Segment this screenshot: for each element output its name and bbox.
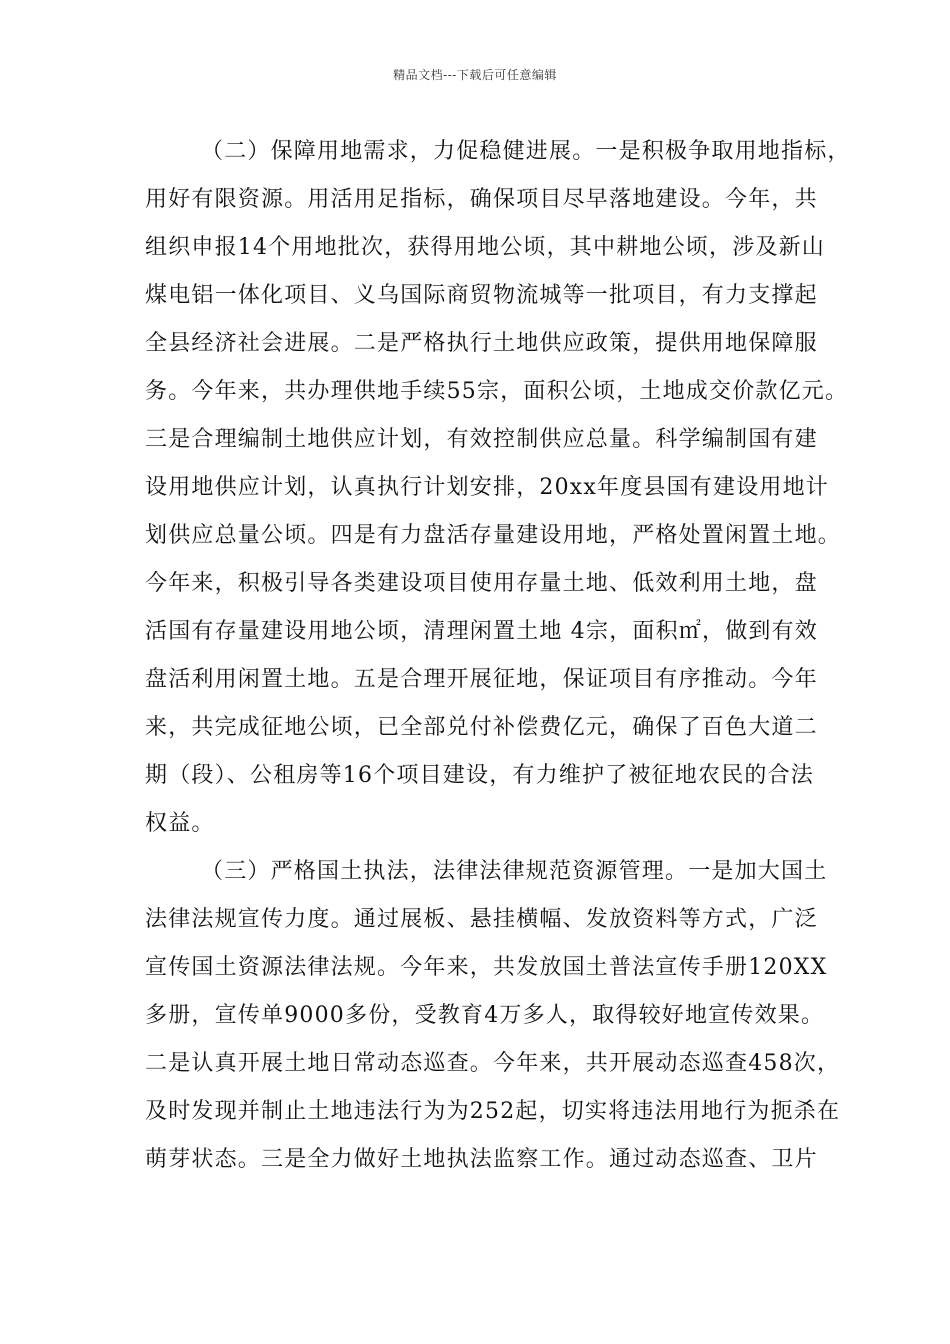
text-line: 设用地供应计划，认真执行计划安排，20xx年度县国有建设用地计 bbox=[145, 475, 830, 500]
text-line: 盘活利用闲置土地。五是合理开展征地，保证项目有序推动。今年 bbox=[145, 667, 818, 692]
paragraph-section-2 bbox=[145, 128, 851, 848]
text-line: 多册，宣传单9000多份，受教育4万多人，取得较好地宣传效果。 bbox=[145, 1003, 825, 1028]
text-line: 用好有限资源。用活用足指标，确保项目尽早落地建设。今年，共 bbox=[145, 187, 818, 212]
text-line: 全县经济社会进展。二是严格执行土地供应政策，提供用地保障服 bbox=[145, 331, 818, 356]
text-line: 法律法规宣传力度。通过展板、悬挂横幅、发放资料等方式，广泛 bbox=[145, 907, 818, 932]
text-line: 三是合理编制土地供应计划，有效控制供应总量。科学编制国有建 bbox=[145, 427, 818, 452]
text-line: 务。今年来，共办理供地手续55宗，面积公顷，土地成交价款亿元。 bbox=[145, 379, 849, 404]
text-line: 煤电铝一体化项目、义乌国际商贸物流城等一批项目，有力支撑起 bbox=[145, 283, 818, 308]
text-line: 萌芽状态。三是全力做好土地执法监察工作。通过动态巡查、卫片 bbox=[145, 1147, 818, 1172]
document-body bbox=[145, 128, 851, 1184]
text-line: 活国有存量建设用地公顷，清理闲置土地 4宗，面积㎡，做到有效 bbox=[145, 619, 818, 644]
text-line: 组织申报14个用地批次，获得用地公顷，其中耕地公顷，涉及新山 bbox=[145, 235, 825, 260]
text-line: （二）保障用地需求，力促稳健进展。一是积极争取用地指标， bbox=[201, 139, 851, 164]
page-header: 精品文档---下载后可任意编辑 bbox=[393, 68, 557, 82]
text-line: 来，共完成征地公顷，已全部兑付补偿费亿元，确保了百色大道二 bbox=[145, 715, 818, 740]
text-line: （三）严格国土执法，法律法律规范资源管理。一是加大国土 bbox=[201, 859, 828, 884]
text-line: 及时发现并制止土地违法行为为252起，切实将违法用地行为扼杀在 bbox=[145, 1099, 841, 1124]
text-line: 划供应总量公顷。四是有力盘活存量建设用地，严格处置闲置土地。 bbox=[145, 523, 842, 548]
text-line: 权益。 bbox=[145, 811, 215, 836]
text-line: 宣传国土资源法律法规。今年来，共发放国土普法宣传手册120XX bbox=[145, 955, 828, 980]
paragraph-section-3 bbox=[145, 848, 841, 1184]
text-line: 今年来，积极引导各类建设项目使用存量土地、低效利用土地，盘 bbox=[145, 571, 818, 596]
text-line: 二是认真开展土地日常动态巡查。今年来，共开展动态巡查458次， bbox=[145, 1051, 841, 1076]
text-line: 期（段）、公租房等16个项目建设，有力维护了被征地农民的合法 bbox=[145, 763, 814, 788]
